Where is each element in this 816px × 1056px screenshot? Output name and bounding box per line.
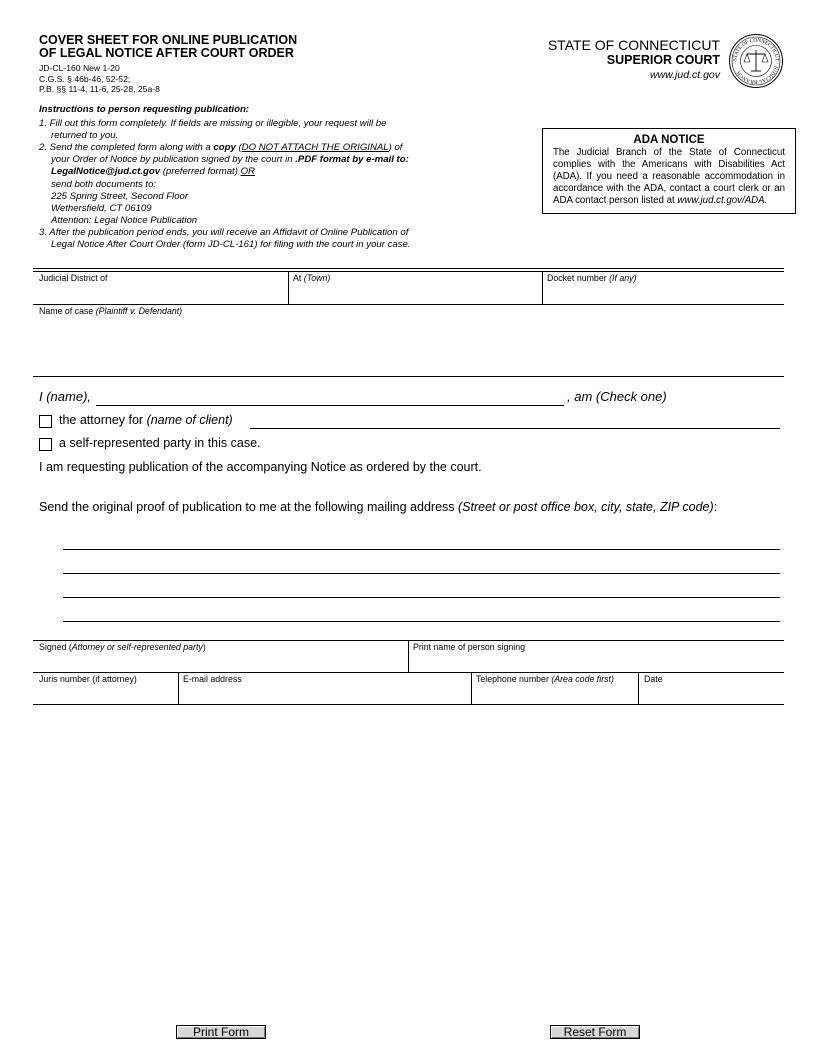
instruction-2-text: 2. Send the completed form along with a: [39, 142, 214, 154]
case-name-rule: [33, 376, 784, 377]
field-divider: [542, 271, 543, 304]
case-name-label: [39, 306, 182, 316]
state-seal-icon: [728, 33, 784, 89]
instructions-heading: Instructions to person requesting publication:: [39, 104, 250, 115]
ada-link[interactable]: www.jud.ct.gov/ADA.: [677, 195, 768, 207]
do-not-attach-warning: DO NOT ATTACH THE ORIGINAL: [241, 142, 389, 154]
instruction-2-line2: [39, 154, 469, 166]
instruction-3-line1: 3. After the publication period ends, you will receive an Affidavit of Online Publication of: [39, 226, 409, 238]
court-header: [548, 37, 720, 82]
telephone-label-text: Telephone number: [476, 674, 552, 684]
check-one-text: , am (Check one): [567, 389, 667, 404]
print-name-label: Print name of person signing: [413, 642, 525, 652]
form-title-line1: COVER SHEET FOR ONLINE PUBLICATION: [39, 33, 298, 47]
instruction-1: [39, 118, 469, 142]
form-number: JD-CL-160 New 1-20: [39, 63, 120, 73]
signed-hint: Attorney or self-represented party: [71, 642, 203, 652]
mail-address-line2: Wethersfield, CT 06109: [51, 202, 152, 214]
name-input-line[interactable]: [96, 405, 564, 406]
field-divider: [408, 640, 409, 672]
telephone-label: [476, 674, 614, 684]
instruction-2-line2-text: your Order of Notice by publication signed by the court in: [51, 154, 296, 166]
juris-number-label: Juris number (if attorney): [39, 674, 137, 684]
email-label: E-mail address: [183, 674, 242, 684]
table-top-rule-inner: [33, 271, 784, 272]
mailing-address-text: Send the original proof of publication to me at the following mailing address: [39, 500, 459, 514]
seal-text: STATE OF CONNECTICUT · JUDICIAL BRANCH: [732, 37, 780, 85]
town-field[interactable]: [291, 285, 539, 302]
field-divider: [638, 672, 639, 704]
requesting-statement: I am requesting publication of the accompanying Notice as ordered by the court.: [39, 460, 482, 474]
instruction-1-line1: 1. Fill out this form completely. If fields are missing or illegible, your request will be: [39, 118, 387, 130]
case-name-hint: (Plaintiff v. Defendant): [95, 306, 183, 316]
mailing-address-line-4[interactable]: [63, 621, 780, 622]
legal-notice-email: LegalNotice@jud.ct.gov: [51, 166, 161, 178]
i-name-label: [39, 389, 91, 404]
ada-notice: [542, 128, 796, 214]
pdf-format-emphasis: .PDF format by e-mail to:: [295, 154, 409, 166]
row-divider: [33, 672, 784, 673]
preferred-format-text: (preferred format): [160, 166, 241, 178]
print-name-field[interactable]: [411, 654, 781, 670]
client-name-hint: (name of client): [146, 413, 233, 427]
telephone-hint: (Area code first): [551, 674, 614, 684]
practice-book-ref: P.B. §§ 11-4, 11-6, 25-28, 25a-8: [39, 84, 160, 94]
case-name-field[interactable]: [36, 318, 781, 374]
form-title-line2: OF LEGAL NOTICE AFTER COURT ORDER: [39, 46, 294, 60]
instructions: [39, 104, 469, 251]
mailing-address-hint: (Street or post office box, city, state, ZIP code): [458, 500, 714, 514]
instruction-3: [39, 227, 469, 251]
ada-notice-body: [553, 147, 785, 207]
mailing-address-instruction: [39, 500, 717, 515]
mailing-address-line-1[interactable]: [63, 549, 780, 550]
signed-label: [39, 642, 206, 652]
signed-label-close: ): [202, 642, 206, 652]
signed-label-text: Signed (: [39, 642, 72, 652]
docket-number-field[interactable]: [545, 285, 781, 302]
judicial-district-field[interactable]: [36, 285, 284, 302]
client-name-input-line[interactable]: [250, 428, 780, 429]
or-text: OR: [240, 166, 255, 178]
reset-form-button[interactable]: Reset Form: [550, 1025, 640, 1039]
state-name: STATE OF CONNECTICUT: [547, 37, 720, 53]
court-name: SUPERIOR COURT: [606, 53, 720, 67]
docket-label-text: Docket number: [547, 273, 610, 283]
attorney-checkbox[interactable]: [39, 415, 52, 428]
mailing-address-line-3[interactable]: [63, 597, 780, 598]
telephone-field[interactable]: [474, 686, 634, 702]
instruction-2-paren-close: ) of: [388, 142, 403, 154]
town-label-text: At: [293, 273, 304, 283]
signature-table-bottom-rule: [33, 704, 784, 705]
instruction-2-line3: [39, 166, 469, 178]
date-label: Date: [644, 674, 663, 684]
self-represented-label: a self-represented party in this case.: [59, 436, 261, 450]
instruction-2-line1: [39, 142, 469, 154]
instruction-3-line2: Legal Notice After Court Order (form JD-CL-161) for filing with the court in your case.: [51, 239, 411, 251]
website: www.jud.ct.gov: [649, 69, 720, 81]
mailing-address-colon: :: [713, 500, 718, 514]
self-represented-checkbox[interactable]: [39, 438, 52, 451]
table-top-rule: [33, 268, 784, 269]
print-form-button[interactable]: Print Form: [176, 1025, 266, 1039]
docket-hint: (If any): [609, 273, 637, 283]
instruction-1-line2: returned to you.: [51, 130, 119, 142]
send-both-text: send both documents to:: [51, 178, 157, 190]
ada-notice-title: ADA NOTICE: [633, 134, 705, 146]
row-divider: [33, 304, 784, 305]
email-field[interactable]: [181, 686, 467, 702]
attorney-label-text: the attorney for: [59, 413, 147, 427]
mailing-address-line-2[interactable]: [63, 573, 780, 574]
judicial-district-label: Judicial District of: [39, 273, 108, 283]
field-divider: [178, 672, 179, 704]
i-name-text: I (name),: [39, 389, 92, 404]
mail-address-line1: 225 Spring Street, Second Floor: [51, 190, 189, 202]
ada-notice-text: The Judicial Branch of the State of Connecticut complies with the Americans with Disabilities Act (ADA). If you need a reasonable accommodation in accordance with the ADA, contact a court clerk or an ADA contact person listed at: [553, 147, 785, 207]
docket-label: [547, 273, 636, 283]
instruction-2: [39, 142, 469, 227]
field-divider: [288, 271, 289, 304]
form-title: [39, 34, 297, 60]
instruction-2-paren-open: (: [235, 142, 242, 154]
town-label: [293, 273, 330, 283]
copy-emphasis: copy: [213, 142, 236, 154]
date-field[interactable]: [641, 686, 781, 702]
form-meta: [39, 63, 160, 95]
juris-number-field[interactable]: [36, 686, 174, 702]
signature-field[interactable]: [36, 654, 404, 670]
field-divider: [471, 672, 472, 704]
case-name-label-text: Name of case: [39, 306, 96, 316]
attorney-label: [59, 413, 233, 428]
check-one-label: [567, 389, 667, 404]
mail-attention: Attention: Legal Notice Publication: [51, 214, 198, 226]
town-hint: (Town): [303, 273, 331, 283]
statute-ref: C.G.S. § 46b-46, 52-52;: [39, 73, 131, 84]
